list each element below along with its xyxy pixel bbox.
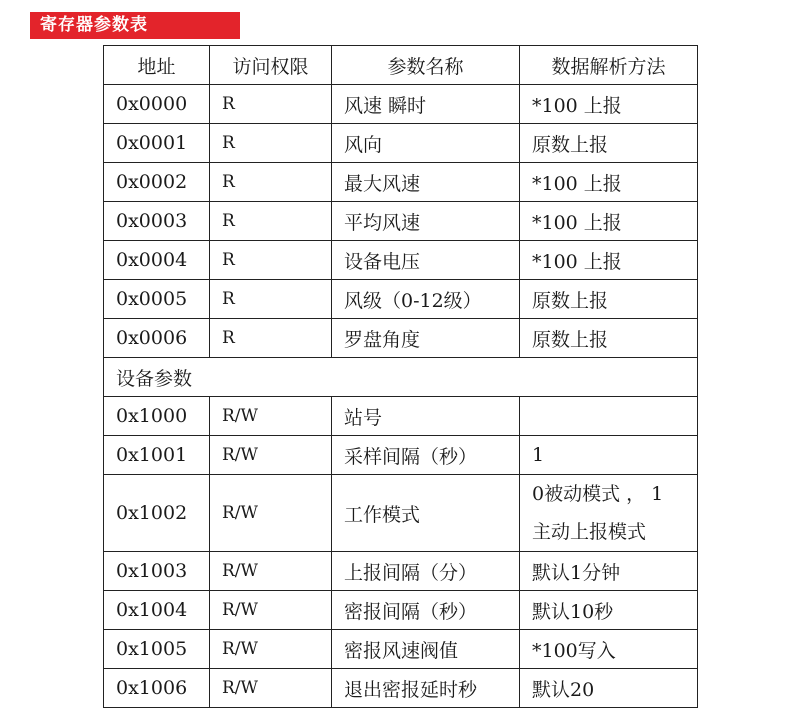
cell-address: 0x1005 (104, 630, 210, 669)
cell-parse: 原数上报 (520, 319, 698, 358)
header-address: 地址 (104, 46, 210, 85)
table-header-row (104, 46, 698, 85)
cell-address: 0x0002 (104, 163, 210, 202)
cell-parse: 1 (520, 436, 698, 475)
cell-access: R (210, 85, 332, 124)
cell-parse: *100 上报 (520, 85, 698, 124)
cell-parse: 默认1分钟 (520, 552, 698, 591)
cell-access: R/W (210, 669, 332, 708)
cell-parse: 原数上报 (520, 124, 698, 163)
table-row (104, 85, 698, 124)
cell-access: R (210, 124, 332, 163)
cell-address: 0x1000 (104, 397, 210, 436)
cell-address: 0x1004 (104, 591, 210, 630)
table-row (104, 319, 698, 358)
cell-parse (520, 397, 698, 436)
table-row (104, 124, 698, 163)
cell-address: 0x0005 (104, 280, 210, 319)
cell-address: 0x0000 (104, 85, 210, 124)
cell-parse: 默认20 (520, 669, 698, 708)
table-row (104, 163, 698, 202)
cell-name: 工作模式 (332, 475, 520, 552)
cell-access: R/W (210, 436, 332, 475)
cell-access: R (210, 280, 332, 319)
cell-access: R (210, 241, 332, 280)
cell-access: R (210, 163, 332, 202)
cell-name: 退出密报延时秒 (332, 669, 520, 708)
cell-address: 0x0001 (104, 124, 210, 163)
cell-parse: *100 上报 (520, 163, 698, 202)
cell-access: R/W (210, 630, 332, 669)
cell-address: 0x0004 (104, 241, 210, 280)
table-row (104, 669, 698, 708)
table-row (104, 552, 698, 591)
table-row (104, 241, 698, 280)
table-row (104, 591, 698, 630)
cell-access: R/W (210, 552, 332, 591)
table-row (104, 436, 698, 475)
cell-parse: 默认10秒 (520, 591, 698, 630)
cell-parse: 原数上报 (520, 280, 698, 319)
cell-name: 密报间隔（秒） (332, 591, 520, 630)
table-row (104, 280, 698, 319)
cell-access: R/W (210, 475, 332, 552)
table-row (104, 397, 698, 436)
cell-name: 风级（0-12级） (332, 280, 520, 319)
cell-address: 0x0003 (104, 202, 210, 241)
table-row (104, 630, 698, 669)
table-row (104, 475, 698, 552)
cell-name: 站号 (332, 397, 520, 436)
header-access: 访问权限 (210, 46, 332, 85)
cell-parse: *100写入 (520, 630, 698, 669)
section-label: 设备参数 (104, 358, 698, 397)
cell-parse: *100 上报 (520, 241, 698, 280)
cell-name: 最大风速 (332, 163, 520, 202)
cell-name: 上报间隔（分） (332, 552, 520, 591)
cell-name: 平均风速 (332, 202, 520, 241)
register-table (103, 45, 698, 708)
cell-parse-line: 主动上报模式 (532, 521, 647, 543)
cell-address: 0x1002 (104, 475, 210, 552)
table-row (104, 202, 698, 241)
cell-address: 0x1006 (104, 669, 210, 708)
cell-access: R/W (210, 397, 332, 436)
cell-name: 风向 (332, 124, 520, 163)
cell-address: 0x1001 (104, 436, 210, 475)
header-name: 参数名称 (332, 46, 520, 85)
cell-name: 密报风速阀值 (332, 630, 520, 669)
section-title-banner: 寄存器参数表 (30, 12, 240, 39)
cell-name: 罗盘角度 (332, 319, 520, 358)
cell-name: 设备电压 (332, 241, 520, 280)
cell-address: 0x0006 (104, 319, 210, 358)
cell-parse: *100 上报 (520, 202, 698, 241)
cell-access: R (210, 319, 332, 358)
cell-access: R/W (210, 591, 332, 630)
cell-name: 风速 瞬时 (332, 85, 520, 124)
cell-name: 采样间隔（秒） (332, 436, 520, 475)
cell-parse-line: 0被动模式 ， 1 (532, 483, 664, 505)
section-label-row (104, 358, 698, 397)
cell-access: R (210, 202, 332, 241)
cell-parse (520, 475, 698, 552)
header-parse-method: 数据解析方法 (520, 46, 698, 85)
cell-address: 0x1003 (104, 552, 210, 591)
